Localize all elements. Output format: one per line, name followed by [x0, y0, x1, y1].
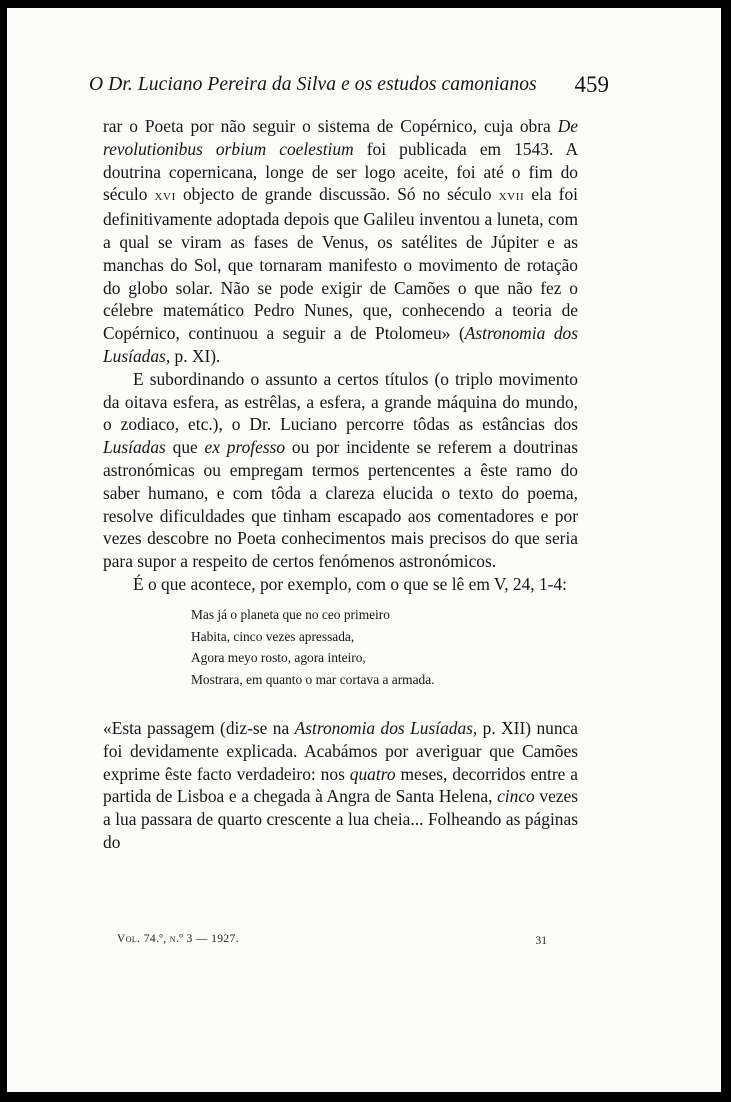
document-page — [7, 8, 721, 1092]
italic-word: quatro — [349, 763, 396, 784]
text-run: «Esta passagem (diz-se na — [103, 717, 295, 738]
paragraph-3 — [103, 573, 578, 596]
italic-title: Lusíadas — [103, 437, 166, 458]
paragraph-2 — [103, 368, 578, 573]
text-run: p. XI). — [170, 345, 221, 366]
text-run: E subordinando o assunto a certos títulos (o triplo movimento da oitava esfera, as estrêlas, a esfera, a grande máquina do mundo, o zodiaco, etc.), o Dr. Luciano percorre tôdas as estâncias dos — [103, 368, 578, 435]
italic-word: cinco — [497, 786, 535, 807]
page-number: 459 — [574, 72, 609, 97]
text-run: foi publicada em 1543. A doutrina copernicana, longe de ser logo aceite, foi até o fim do século — [103, 138, 578, 205]
text-run: vezes a lua passara de quarto crescente a lua cheia... Folheando as páginas do — [103, 786, 578, 852]
signature-mark: 31 — [535, 935, 547, 947]
verse-line: Agora meyo rosto, agora inteiro, — [191, 650, 366, 666]
page-header — [89, 70, 609, 102]
verse-line: Mas já o planeta que no ceo primeiro — [191, 606, 390, 622]
italic-title: De revolutionibus orbium coelestium — [103, 116, 578, 159]
text-run: que — [165, 437, 205, 458]
century-numeral: xvii — [498, 187, 525, 205]
page-footer — [117, 933, 547, 955]
text-run: p. XII) nunca foi devidamente explicada. Acabámos por averiguar que Camões exprime êste facto verdadeiro: nos — [103, 717, 578, 784]
verse-line: Mostrara, em quanto o mar cortava a armada. — [191, 672, 435, 688]
text-run: meses, decorridos entre a partida de Lisboa e a chegada à Angra de Santa Helena, — [103, 763, 578, 807]
century-numeral: xvi — [154, 187, 176, 205]
italic-title: Astronomia dos Lusíadas, — [103, 323, 578, 366]
verse-line: Habita, cinco vezes apressada, — [191, 628, 355, 644]
text-run: ou por incidente se referem a doutrinas astronómicas ou empregam termos pertencentes a êste ramo do saber humano, e com tôda a clareza elucida o texto do poema, resolve dificuldades que tinham escapado aos comentadores e por vezes descobre no Poeta conhecimentos mais precisos do que seria para supor a respeito de certos fenómenos astronómicos. — [103, 437, 578, 572]
italic-phrase: ex professo — [204, 437, 286, 458]
text-run: ela foi definitivamente adoptada depois que Galileu inventou a luneta, com a qual se viram as fases de Venus, os satélites de Júpiter e as manchas do Sol, que tornaram manifesto o movimento de rotação do globo solar. Não se pode exigir de Camões o que não fez o célebre matemático Pedro Nunes, que, conhecendo a teoria de Copérnico, continuou a seguir a de Ptolomeu» ( — [103, 184, 578, 344]
text-run: objecto de grande discussão. Só no século — [175, 184, 499, 205]
paragraph-4 — [103, 717, 578, 854]
verse-quotation — [191, 604, 578, 691]
volume-info: Vol. 74.º, n.º 3 — 1927. — [117, 933, 239, 945]
paragraph-1 — [103, 115, 578, 368]
running-title: O Dr. Luciano Pereira da Silva e os estudos camonianos — [89, 74, 537, 95]
italic-title: Astronomia dos Lusíadas, — [294, 717, 478, 738]
text-run: rar o Poeta por não seguir o sistema de Copérnico, cuja obra — [103, 116, 558, 136]
text-run: É o que acontece, por exemplo, com o que se lê em V, 24, 1-4: — [133, 573, 568, 594]
body-text — [103, 115, 578, 854]
